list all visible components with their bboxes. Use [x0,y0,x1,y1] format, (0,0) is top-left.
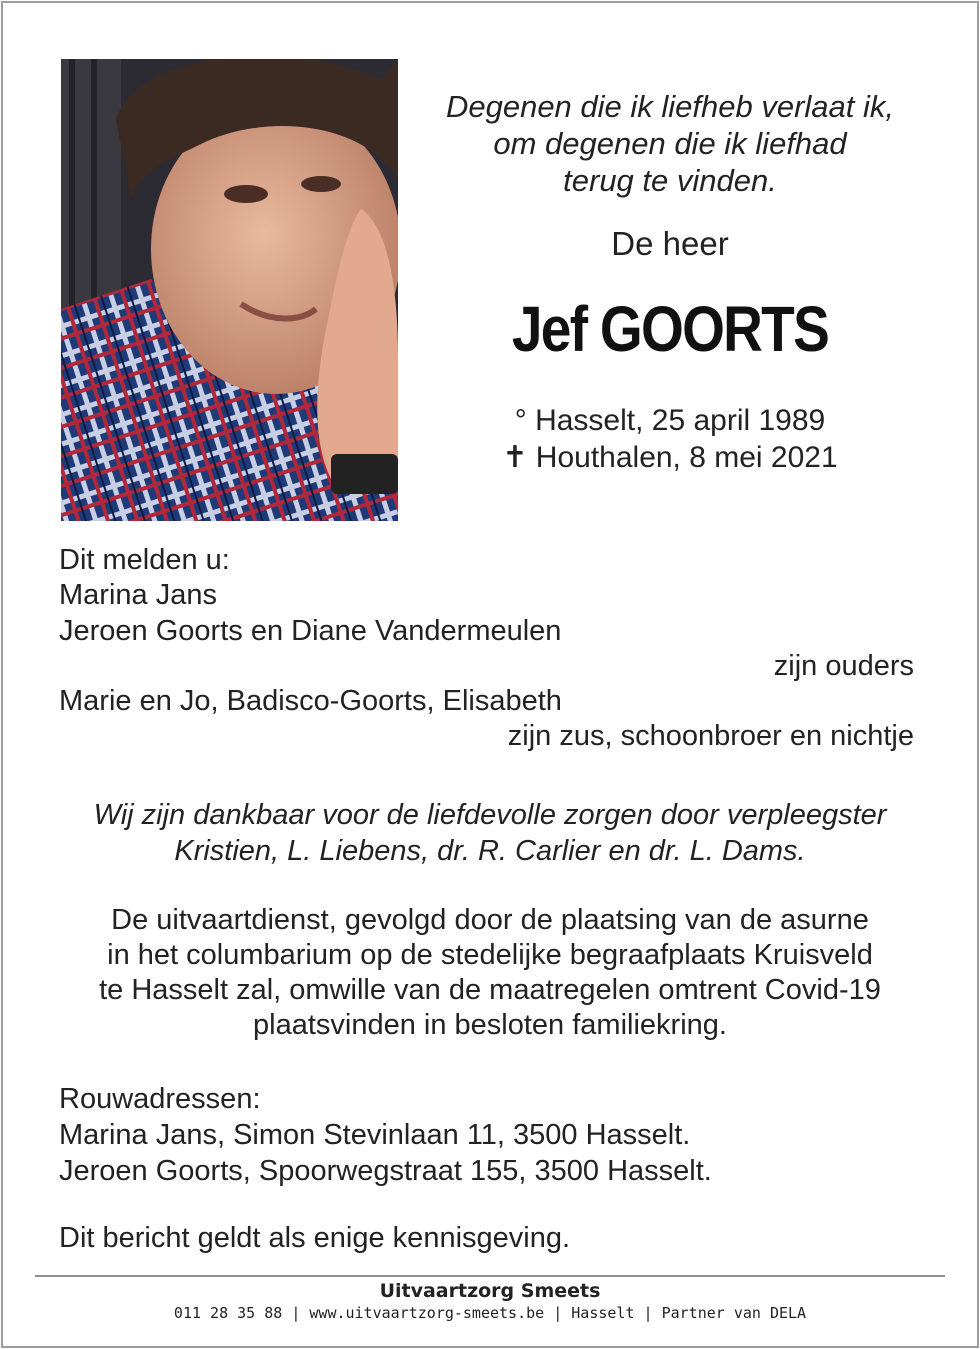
funeral-service-paragraph [40,903,940,1043]
family-member: Jeroen Goorts en Diane Vandermeulen [59,614,562,647]
service-line: plaatsvinden in besloten familiekring. [253,1009,727,1041]
deceased-name: Jef GOORTS [511,293,829,365]
quote-line: om degenen die ik liefhad [493,126,847,161]
funeral-home-name: Uitvaartzorg Smeets [379,1280,601,1302]
birth-date: ° Hasselt, 25 april 1989 [514,404,826,437]
family-member: Marie en Jo, Badisco-Goorts, Elisabeth [59,685,562,718]
address-line: Jeroen Goorts, Spoorwegstraat 155, 3500 Hasselt. [59,1155,712,1187]
footer-divider [35,1275,945,1277]
notice-text: Dit bericht geldt als enige kennisgeving. [59,1222,571,1254]
funeral-home-contact: 011 28 35 88 | www.uitvaartzorg-smeets.be | Hasselt | Partner van DELA [173,1304,807,1322]
thanks-line: Kristien, L. Liebens, dr. R. Carlier en dr. L. Dams. [174,835,806,867]
service-line: te Hasselt zal, omwille van de maatregelen omtrent Covid-19 [99,974,881,1006]
thanks-line: Wij zijn dankbaar voor de liefdevolle zorgen door verpleegster [93,799,887,831]
family-role: zijn ouders [773,649,914,682]
addresses-heading: Rouwadressen: [59,1083,261,1115]
address-line: Marina Jans, Simon Stevinlaan 11, 3500 Hasselt. [59,1119,691,1151]
announcement-intro: Dit melden u: [59,544,230,576]
condolence-addresses [59,1081,919,1189]
service-line: De uitvaartdienst, gevolgd door de plaatsing van de asurne [111,904,869,936]
service-line: in het columbarium op de stedelijke begraafplaats Kruisveld [107,939,873,971]
death-date: ✝ Houthalen, 8 mei 2021 [502,441,838,474]
family-role: zijn zus, schoonbroer en nichtje [507,720,914,753]
family-member: Marina Jans [59,579,217,612]
thanks-paragraph [40,797,940,869]
quote-line: Degenen die ik liefheb verlaat ik, [445,89,895,124]
portrait-photo [61,59,398,521]
memorial-quote [430,88,910,199]
family-announcement [59,543,914,755]
life-dates [430,402,910,476]
salutation: De heer [611,225,729,262]
quote-line: terug te vinden. [563,163,777,198]
